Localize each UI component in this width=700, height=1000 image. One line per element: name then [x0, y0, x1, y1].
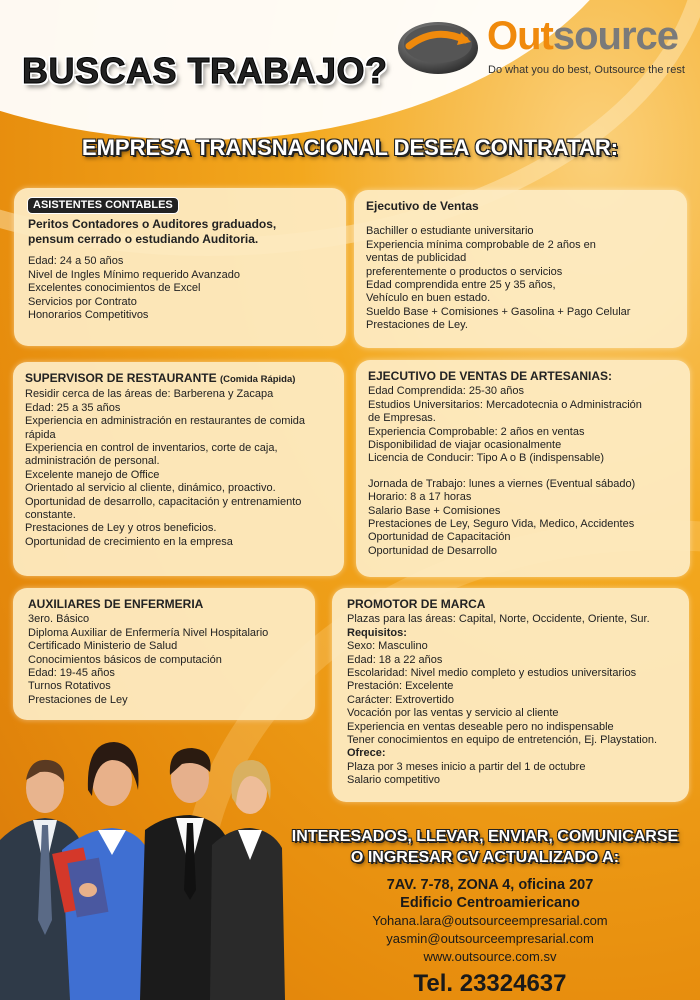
- job-line: Servicios por Contrato: [28, 295, 137, 308]
- job-line: Experiencia en control de inventarios, corte de caja,: [25, 442, 278, 455]
- job-line: Escolaridad: Nivel medio completo y estudios universitarios: [347, 667, 637, 680]
- cta-line: INTERESADOS, LLEVAR, ENVIAR, COMUNICARSE: [291, 828, 679, 845]
- job-line: Edad: 25 a 35 años: [25, 401, 121, 414]
- job-line: Estudios Universitarios: Mercadotecnia o Administración: [368, 398, 642, 411]
- job-card-ventas-artesanias: [356, 360, 690, 577]
- job-line: Carácter: Extrovertido: [347, 693, 454, 706]
- job-line: Prestaciones de Ley.: [366, 319, 468, 332]
- address-line: 7AV. 7-78, ZONA 4, oficina 207: [386, 877, 594, 893]
- job-line: Experiencia mínima comprobable de 2 años en: [366, 238, 596, 251]
- job-line: Oportunidad de Desarrollo: [368, 544, 498, 557]
- job-line: Plaza por 3 meses inicio a partir del 1 de octubre: [347, 760, 586, 773]
- job-line: Vocación por las ventas y servicio al cliente: [347, 707, 559, 720]
- job-line: Diploma Auxiliar de Enfermería Nivel Hospitalario: [28, 626, 269, 639]
- contact-block: [300, 876, 680, 1000]
- job-card-promotor-marca: [332, 588, 689, 802]
- job-line: Disponibilidad de viajar ocasionalmente: [368, 439, 562, 452]
- job-line: Prestaciones de Ley: [28, 693, 128, 706]
- job-line: Edad: 18 a 22 años: [347, 653, 443, 666]
- page-subheadline: EMPRESA TRANSNACIONAL DESEA CONTRATAR:: [81, 135, 619, 160]
- job-line: Experiencia en administración en restaurantes de comida: [25, 415, 306, 428]
- email-link[interactable]: Yohana.lara@outsourceempresarial.com: [372, 913, 608, 928]
- job-title: PROMOTOR DE MARCA: [347, 597, 486, 611]
- job-line: Tener conocimientos en equipo de entretención, Ej. Playstation.: [347, 734, 658, 747]
- email-link[interactable]: yasmin@outsourceempresarial.com: [386, 931, 594, 946]
- job-line: Oportunidad de Capacitación: [368, 531, 511, 544]
- job-badge: ASISTENTES CONTABLES: [28, 198, 178, 213]
- job-line: Certificado Ministerio de Salud: [28, 640, 178, 653]
- job-line: Nivel de Ingles Mínimo requerido Avanzado: [28, 268, 240, 281]
- address-building: Edificio Centroamiericano: [400, 895, 580, 911]
- job-line: Edad comprendida entre 25 y 35 años,: [366, 279, 556, 292]
- job-card-asistentes-contables: [14, 188, 346, 346]
- job-line: preferentemente o productos o servicios: [366, 265, 563, 278]
- job-lead-line: Peritos Contadores o Auditores graduados,: [28, 217, 277, 232]
- page-headline: BUSCAS TRABAJO?: [22, 50, 388, 91]
- job-title: SUPERVISOR DE RESTAURANTE (Comida Rápida): [25, 371, 296, 385]
- job-line: Licencia de Conducir: Tipo A o B (indispensable): [368, 452, 605, 465]
- job-line: Jornada de Trabajo: lunes a viernes (Eventual sábado): [368, 477, 636, 490]
- job-line: Conocimientos básicos de computación: [28, 653, 222, 666]
- job-line: Plazas para las áreas: Capital, Norte, Occidente, Oriente, Sur.: [347, 613, 650, 626]
- job-line: Vehículo en buen estado.: [366, 292, 491, 305]
- job-line: administración de personal.: [25, 455, 160, 468]
- job-line: Salario competitivo: [347, 774, 440, 787]
- cta-line: O INGRESAR CV ACTUALIZADO A:: [350, 849, 620, 866]
- job-line: Honorarios Competitivos: [28, 309, 149, 322]
- job-line: 3ero. Básico: [28, 613, 90, 626]
- job-line: Prestación: Excelente: [347, 680, 454, 693]
- job-line: Residir cerca de las áreas de: Barberena y Zacapa: [25, 388, 274, 401]
- job-line: constante.: [25, 509, 76, 522]
- job-line: Oportunidad de crecimiento en la empresa: [25, 535, 233, 548]
- job-line: Turnos Rotativos: [28, 680, 111, 693]
- job-line: Sueldo Base + Comisiones + Gasolina + Pago Celular: [366, 305, 631, 318]
- logo-disc-icon: [395, 18, 481, 76]
- person-right: [210, 760, 285, 1000]
- website-link[interactable]: www.outsource.com.sv: [423, 949, 557, 964]
- phone-number[interactable]: Tel. 23324637: [413, 970, 567, 997]
- job-line: Horario: 8 a 17 horas: [368, 491, 472, 504]
- job-line: Edad: 24 a 50 años: [28, 255, 124, 268]
- job-line: Experiencia Comprobable: 2 años en ventas: [368, 425, 585, 438]
- job-line: Prestaciones de Ley, Seguro Vida, Medico, Accidentes: [368, 518, 635, 531]
- job-line: Edad: 19-45 años: [28, 667, 115, 680]
- job-title: Ejecutivo de Ventas: [366, 199, 479, 213]
- job-line: Excelentes conocimientos de Excel: [28, 282, 201, 295]
- job-lead: [28, 217, 334, 247]
- job-line: Salario Base + Comisiones: [368, 504, 501, 517]
- requirements-label: Requisitos:: [347, 626, 407, 639]
- job-line: Bachiller o estudiante universitario: [366, 225, 534, 238]
- offer-label: Ofrece:: [347, 747, 386, 760]
- job-title: EJECUTIVO DE VENTAS DE ARTESANIAS:: [368, 369, 613, 383]
- outsource-logo: [395, 12, 695, 87]
- job-line: de Empresas.: [368, 412, 436, 425]
- job-card-ejecutivo-ventas: [354, 190, 687, 348]
- job-line: Orientado al servicio al cliente, dinámico, proactivo.: [25, 482, 276, 495]
- job-title: AUXILIARES DE ENFERMERIA: [28, 597, 204, 611]
- job-line: Sexo: Masculino: [347, 640, 428, 653]
- business-people-illustration: [0, 720, 300, 1000]
- job-lead-line: pensum cerrado o estudiando Auditoria.: [28, 232, 259, 247]
- job-line: ventas de publicidad: [366, 252, 467, 265]
- job-line: Edad Comprendida: 25-30 años: [368, 385, 524, 398]
- job-line: Excelente manejo de Office: [25, 468, 160, 481]
- job-card-auxiliares-enfermeria: [13, 588, 315, 720]
- job-line: Oportunidad de desarrollo, capacitación y entrenamiento: [25, 495, 302, 508]
- brand-name: Outsource: [487, 14, 679, 58]
- call-to-action: [280, 826, 690, 868]
- brand-tagline: Do what you do best, Outsource the rest: [488, 64, 685, 76]
- job-line: rápida: [25, 428, 56, 441]
- job-line: Prestaciones de Ley y otros beneficios.: [25, 522, 217, 535]
- job-card-supervisor-restaurante: [13, 362, 344, 576]
- job-line: Experiencia en ventas deseable pero no indispensable: [347, 720, 614, 733]
